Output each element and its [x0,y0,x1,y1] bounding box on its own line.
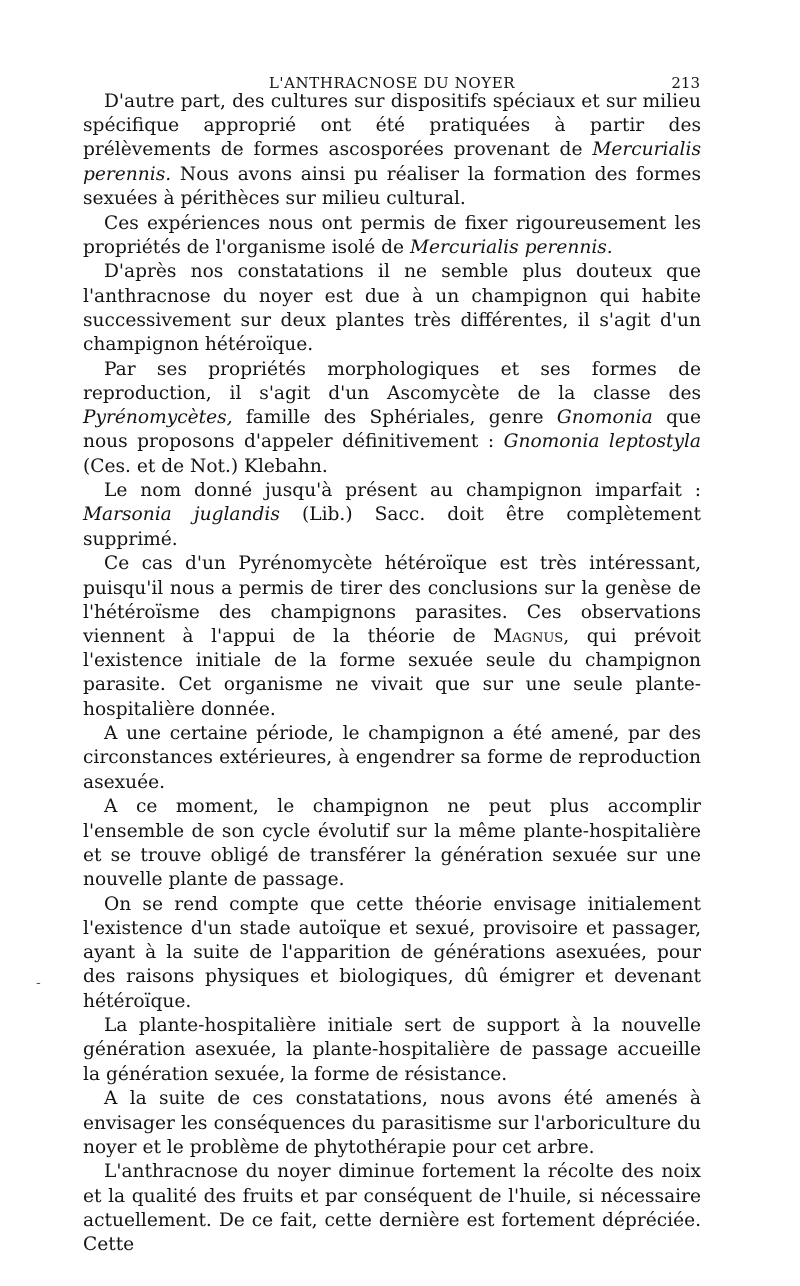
paragraph: Ces expériences nous ont permis de fixer rigoureusement les propriétés de l'organisme isolé de Mercurialis perennis. [83,212,701,258]
running-title: L'ANTHRACNOSE DU NOYER [268,74,516,92]
paragraph: A une certaine période, le champignon a été amené, par des circonstances extérieures, à engendrer sa forme de reproduction asexuée. [83,723,701,793]
paragraph: A ce moment, le champignon ne peut plus accomplir l'ensemble de son cycle évolutif sur la même plante-hospitalière et se trouve obligé de transférer la génération sexuée sur une nouvelle plante de passage. [83,796,701,890]
paragraph: D'autre part, des cultures sur dispositifs spéciaux et sur milieu spécifique approprié ont été pratiquées à partir des prélèvements de formes ascosporées provenant de Mercurialis perennis. Nous avons ainsi pu réaliser la formation des formes sexuées à périthèces sur milieu cultural. [83,91,701,209]
paragraph: La plante-hospitalière initiale sert de support à la nouvelle génération asexuée, la plante-hospitalière de passage accueille la génération sexuée, la forme de résistance. [83,1015,701,1085]
margin-mark: - [36,975,41,991]
paragraph: D'après nos constatations il ne semble plus douteux que l'anthracnose du noyer est due à un champignon qui habite successivement sur deux plantes très différentes, il s'agit d'un champignon hétéroïque. [83,261,701,356]
paragraph: L'anthracnose du noyer diminue fortement la récolte des noix et la qualité des fruits et par conséquent de l'huile, si nécessaire actuellement. De ce fait, cette dernière est fortement dépréciée. Cette [83,1161,701,1256]
author-name: Magnus [493,625,564,647]
paragraph: On se rend compte que cette théorie envisage initialement l'existence d'un stade autoïque et sexué, provisoire et passager, ayant à la suite de l'apparition de générations asexuées, pour des raisons physiques et biologiques, dû émigrer et devenant hétéroïque. [83,893,701,1012]
paragraph: Le nom donné jusqu'à présent au champignon imparfait : Marsonia juglandis (Lib.) Sacc. doit être complètement supprimé. [83,480,701,550]
body-text [83,90,701,1257]
page-number: 213 [671,74,700,92]
paragraph: A la suite de ces constatations, nous avons été amenés à envisager les conséquences du parasitisme sur l'arboriculture du noyer et le problème de phytothérapie pour cet arbre. [83,1088,701,1158]
paragraph: Ce cas d'un Pyrénomycète hétéroïque est très intéressant, puisqu'il nous a permis de tirer des conclusions sur la genèse de l'hétéroïsme des champignons parasites. Ces observations viennent à l'appui de la théorie de Magnus, qui prévoit l'existence initiale de la forme sexuée seule du champignon parasite. Cet organisme ne vivait que sur une seule plante-hospitalière donnée. [83,553,702,720]
paragraph: Par ses propriétés morphologiques et ses formes de reproduction, il s'agit d'un Ascomycète de la classe des Pyrénomycètes, famille des Sphériales, genre Gnomonia que nous proposons d'appeler définitivement : Gnomonia leptostyla (Ces. et de Not.) Klebahn. [83,358,702,477]
